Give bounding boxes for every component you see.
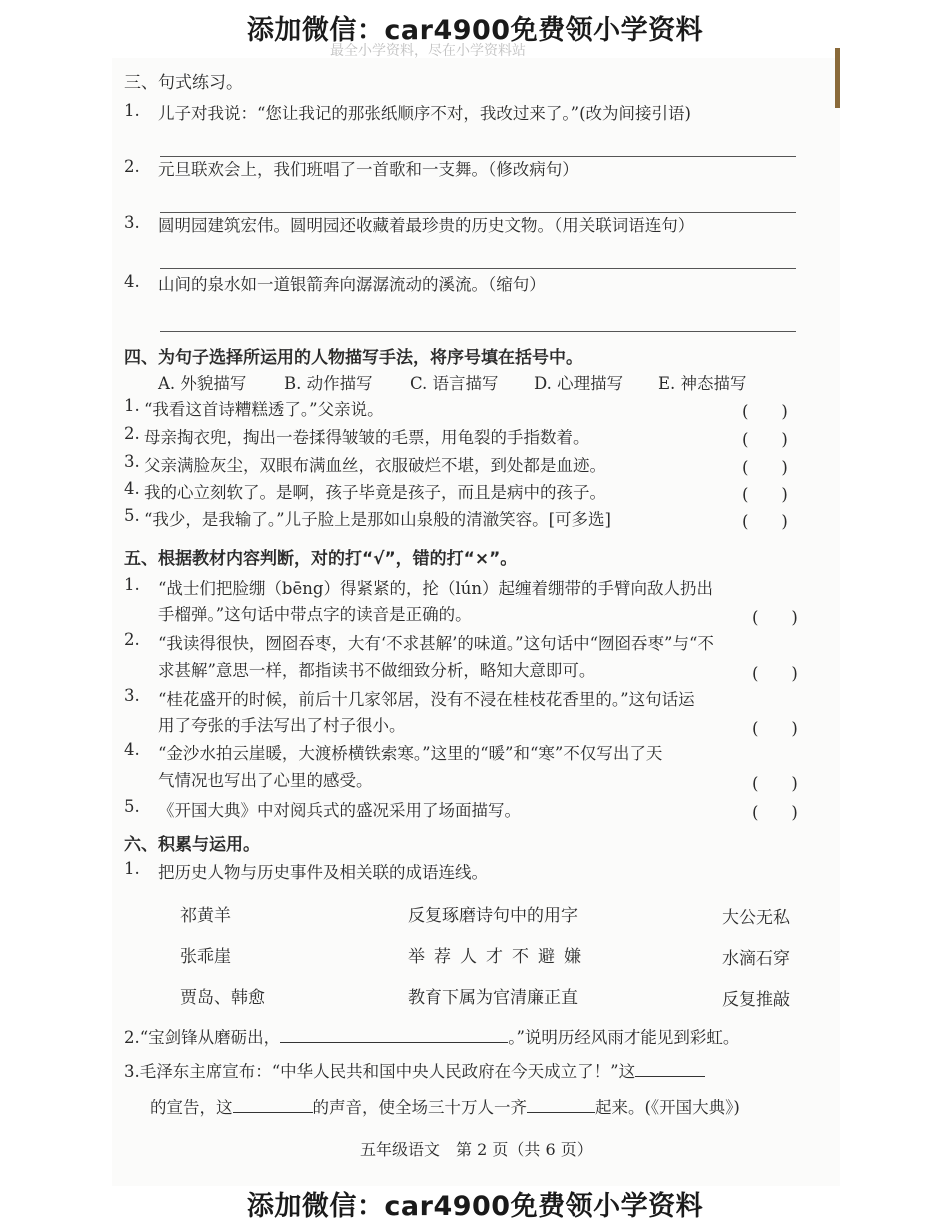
- s4-q2-text: 母亲掏衣兜，掏出一卷揉得皱皱的毛票，用龟裂的手指数着。: [144, 428, 590, 447]
- s4-option-b: B. 动作描写: [284, 374, 373, 393]
- idiom-item[interactable]: 水滴石穿: [722, 949, 790, 969]
- s4-q5-number: 5.: [124, 506, 140, 525]
- s3-q2-number: 2.: [124, 157, 140, 176]
- s4-option-d: D. 心理描写: [534, 374, 624, 393]
- s5-q5-number: 5.: [124, 797, 140, 816]
- watermark-bottom: 添加微信：car4900免费领小学资料: [246, 1191, 704, 1222]
- s5-q1-answer-box[interactable]: ( ): [752, 608, 798, 627]
- s6-q3-blank-2[interactable]: [233, 1094, 313, 1113]
- event-item[interactable]: 反复琢磨诗句中的用字: [408, 906, 578, 926]
- s6-q2-text-after: 。”说明历经风雨才能见到彩虹。: [508, 1028, 740, 1047]
- s6-q3-blank-3[interactable]: [527, 1094, 595, 1113]
- s5-q2-number: 2.: [124, 630, 140, 649]
- s3-q3-answer-line[interactable]: [160, 268, 796, 269]
- watermark-top: 添加微信：car4900免费领小学资料: [246, 15, 704, 46]
- s3-q2-text: 元旦联欢会上，我们班唱了一首歌和一支舞。（修改病句）: [158, 160, 579, 179]
- s6-q3-number: 3.: [124, 1062, 140, 1081]
- s4-option-a: A. 外貌描写: [158, 374, 247, 393]
- event-item[interactable]: 举荐人才不避嫌: [408, 947, 590, 967]
- s6-q2-number: 2.: [124, 1028, 140, 1047]
- s6-q2-blank[interactable]: [280, 1024, 508, 1043]
- s3-q3-number: 3.: [124, 213, 140, 232]
- s5-q2-line1: “我读得很快，囫囵吞枣，大有‘不求甚解’的味道。”这句话中“囫囵吞枣”与“不: [158, 634, 714, 653]
- person-item[interactable]: 贾岛、韩愈: [180, 988, 265, 1008]
- s6-q1-number: 1.: [124, 859, 140, 878]
- idiom-item[interactable]: 反复推敲: [722, 990, 790, 1010]
- s6-q3-line1: [124, 1058, 705, 1082]
- s4-q1-number: 1.: [124, 396, 140, 415]
- idiom-item[interactable]: 大公无私: [722, 908, 790, 928]
- s6-q2: [124, 1024, 739, 1048]
- s4-q4-text: 我的心立刻软了。是啊，孩子毕竟是孩子，而且是病中的孩子。: [144, 483, 606, 502]
- faded-header-text: 最全小学资料，尽在小学资料站: [330, 43, 526, 59]
- s5-q4-line2: 气情况也写出了心里的感受。: [158, 771, 373, 790]
- person-item[interactable]: 祁黄羊: [180, 906, 231, 926]
- s6-q3-text-c: 起来。: [595, 1098, 645, 1117]
- page-footer: 五年级语文 第 2 页（共 6 页）: [360, 1140, 593, 1159]
- s4-q4-number: 4.: [124, 479, 140, 498]
- s3-q1-number: 1.: [124, 101, 140, 120]
- s5-q4-line1: “金沙水拍云崖暖，大渡桥横铁索寒。”这里的“暖”和“寒”不仅写出了天: [158, 744, 663, 763]
- s4-q3-answer-box[interactable]: ( ): [742, 458, 788, 477]
- s3-q4-answer-line[interactable]: [160, 331, 796, 332]
- s6-q2-text-before: “宝剑锋从磨砺出，: [139, 1028, 281, 1047]
- s5-q4-number: 4.: [124, 740, 140, 759]
- s5-q3-answer-box[interactable]: ( ): [752, 719, 798, 738]
- s6-q3-source: (《开国大典》): [644, 1098, 740, 1117]
- s4-q1-text: “我看这首诗糟糕透了。”父亲说。: [144, 400, 384, 419]
- s6-q3-text-a: 的宣告，这: [150, 1098, 233, 1117]
- section3-title: 三、句式练习。: [124, 73, 243, 93]
- s5-q2-line2: 求甚解”意思一样，都指读书不做细致分析，略知大意即可。: [158, 661, 596, 680]
- s4-q3-number: 3.: [124, 452, 140, 471]
- s3-q3-text: 圆明园建筑宏伟。圆明园还收藏着最珍贵的历史文物。（用关联词语连句）: [158, 216, 695, 235]
- s4-q3-text: 父亲满脸灰尘，双眼布满血丝，衣服破烂不堪，到处都是血迹。: [144, 456, 606, 475]
- event-item[interactable]: 教育下属为官清廉正直: [408, 988, 578, 1008]
- s5-q1-line1: “战士们把脸绷（bēng）得紧紧的，抡（lún）起缠着绷带的手臂向敌人扔出: [158, 579, 713, 598]
- s5-q3-line2: 用了夸张的手法写出了村子很小。: [158, 716, 406, 735]
- s5-q5-line1: 《开国大典》中对阅兵式的盛况采用了场面描写。: [158, 801, 521, 820]
- s4-q2-answer-box[interactable]: ( ): [742, 430, 788, 449]
- s6-q3-text-line1: 毛泽东主席宣布：“中华人民共和国中央人民政府在今天成立了！”这: [139, 1062, 636, 1081]
- page-edge: [835, 48, 840, 108]
- s5-q2-answer-box[interactable]: ( ): [752, 664, 798, 683]
- s4-q1-answer-box[interactable]: ( ): [742, 402, 788, 421]
- s4-option-c: C. 语言描写: [410, 374, 499, 393]
- person-item[interactable]: 张乖崖: [180, 947, 231, 967]
- section4-title: 四、为句子选择所运用的人物描写手法，将序号填在括号中。: [124, 348, 583, 368]
- section6-title: 六、积累与运用。: [124, 835, 260, 855]
- s5-q1-number: 1.: [124, 575, 140, 594]
- s3-q1-text: 儿子对我说：“您让我记的那张纸顺序不对，我改过来了。”(改为间接引语): [158, 104, 691, 123]
- s4-q5-text: “我少，是我输了。”儿子脸上是那如山泉般的清澈笑容。[可多选]: [144, 510, 611, 529]
- s5-q3-line1: “桂花盛开的时候，前后十几家邻居，没有不浸在桂枝花香里的。”这句话运: [158, 690, 695, 709]
- s3-q4-text: 山间的泉水如一道银箭奔向潺潺流动的溪流。（缩句）: [158, 275, 546, 294]
- s6-q3-line2: [150, 1094, 740, 1118]
- s3-q4-number: 4.: [124, 272, 140, 291]
- s4-q5-answer-box[interactable]: ( ): [742, 512, 788, 531]
- s5-q4-answer-box[interactable]: ( ): [752, 774, 798, 793]
- s6-q1-text: 把历史人物与历史事件及相关联的成语连线。: [158, 863, 488, 882]
- s4-option-e: E. 神态描写: [658, 374, 747, 393]
- s5-q1-line2: 手榴弹。”这句话中带点字的读音是正确的。: [158, 605, 472, 624]
- section5-title: 五、根据教材内容判断，对的打“√”，错的打“×”。: [124, 549, 518, 569]
- s5-q3-number: 3.: [124, 686, 140, 705]
- s6-q3-blank-1[interactable]: [635, 1058, 705, 1077]
- s5-q5-answer-box[interactable]: ( ): [752, 803, 798, 822]
- s4-q4-answer-box[interactable]: ( ): [742, 485, 788, 504]
- s6-q3-text-b: 的声音，使全场三十万人一齐: [312, 1098, 527, 1117]
- s4-q2-number: 2.: [124, 424, 140, 443]
